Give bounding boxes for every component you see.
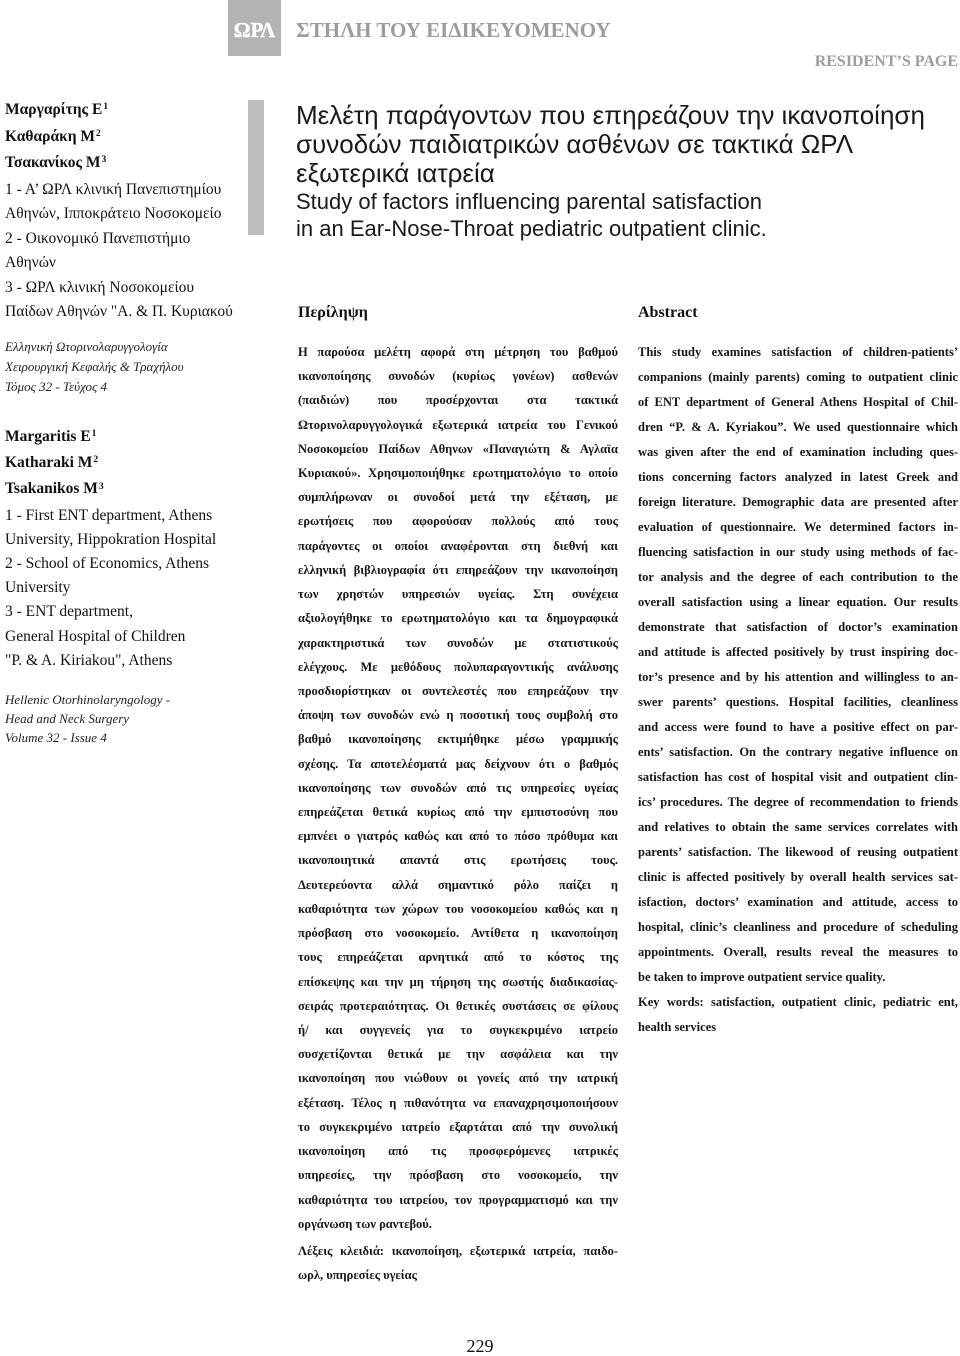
journal-info-en	[5, 690, 170, 747]
author	[5, 125, 247, 152]
abstract-en-line: ics’ procedures. The degree of recommendation to friends	[638, 794, 958, 809]
abstract-gr-line: Η παρούσα μελέτη αφορά στη μέτρηση του βαθμού	[298, 344, 618, 359]
abstract-en-line: tor analysis and the degree of each contribution to the	[638, 569, 958, 584]
abstract-gr-line: Λέξεις κλειδιά: ικανοποίηση, εξωτερικά ιατρεία, παιδο-	[298, 1243, 618, 1258]
title-gr-line: συνοδών παιδιατρικών ασθένων σε τακτικά ΩΡΛ	[296, 128, 854, 159]
author-name: Μαργαρίτης Ε	[5, 101, 103, 118]
abstract-gr	[298, 340, 618, 1288]
affiliation-gr-line: Παίδων Αθηνών "Α. & Π. Κυριακού	[5, 303, 233, 320]
abstract-heading-gr: Περίληψη	[298, 304, 368, 321]
title-gr-line: εξωτερικά ιατρεία	[296, 157, 495, 188]
abstract-gr-line: χαρακτηριστικά των συνοδών με στατιστικούς	[298, 635, 618, 650]
affiliation-gr-line: 1 - Α’ ΩΡΛ κλινική Πανεπιστημίου	[5, 180, 222, 198]
abstract-en-line: ents’ satisfaction. On the contrary negative influence on	[638, 744, 958, 759]
abstract-gr-line: οργάνωση των ραντεβού.	[298, 1216, 432, 1231]
author	[5, 451, 247, 477]
abstract-gr-line: εξέταση. Τέλος η πιθανότητα να επαναχρησιμοποιήσουν	[298, 1095, 618, 1110]
journal-gr-line: Χειρουργική Κεφαλής & Τραχήλου	[5, 359, 184, 374]
abstract-en-line: clinic is affected positively by overall health services sat-	[638, 869, 958, 884]
affiliation-en-line: General Hospital of Children	[5, 627, 186, 645]
abstract-en-paragraph	[638, 990, 958, 1040]
abstract-heading-en: Abstract	[638, 304, 698, 321]
abstract-gr-line: σειράς προτεραιότητας. Οι θετικές συστάσεις σε φίλους	[298, 998, 618, 1013]
journal-en-line: Volume 32 - Issue 4	[5, 729, 107, 745]
logo-graphic	[228, 0, 281, 56]
abstract-gr-line: σχέσης. Τα αποτελέσματά μας δείχνουν ότι ο βαθμός	[298, 756, 618, 771]
abstract-en-line: Key words: satisfaction, outpatient clinic, pediatric ent,	[638, 994, 958, 1009]
author-name: Katharaki M	[5, 454, 93, 472]
affiliation-gr-line: Αθηνών, Ιπποκράτειο Νοσοκομείο	[5, 205, 222, 222]
author-affiliation-number: 3	[101, 154, 107, 166]
abstract-gr-line: άποψη των συνοδών ενώ η ποσοτική τους συμβολή στο	[298, 708, 618, 723]
abstract-gr-line: συμπλήρωναν οι συνοδοί μετά την εξέταση, με	[298, 490, 618, 505]
abstract-gr-line: υπηρεσίες, την πρόσβαση στο νοσοκομείο, την	[298, 1168, 618, 1183]
journal-gr-line: Τόμος 32 - Τεύχος 4	[5, 379, 108, 394]
author	[5, 98, 247, 125]
abstract-gr-line: επηρεάζεται θετικά κυρίως από την εμπιστοσύνη που	[298, 805, 618, 820]
author-affiliation-number: 2	[96, 127, 101, 139]
article-title-en	[296, 188, 946, 242]
abstract-en-line: hospital, clinic’s cleanliness and procedure of scheduling	[638, 919, 958, 934]
logo-text: ΩΡΛ	[233, 18, 276, 42]
abstract-gr-line: ικανοποίησης των συνοδών από τις υπηρεσίες υγείας	[298, 780, 618, 795]
abstract-gr-line: το συγκεκριμένο ιατρείο εξαρτάται από την συνολική	[298, 1119, 618, 1134]
abstract-gr-line: ικανοποιητικά απαντά στις ερωτήσεις τους.	[298, 853, 618, 868]
title-en-line: in an Ear-Nose-Throat pediatric outpatient clinic.	[296, 215, 767, 241]
abstract-gr-line: επίσκεψης και την μη τήρηση της σωστής διαδικασίας-	[298, 974, 618, 989]
abstract-gr-line: αξιολογήθηκε το ερωτηματολόγιο και τα δημογραφικά	[298, 611, 618, 626]
abstract-gr-line: καθαριότητα του ιατρείου, τον προγραμματισμό και την	[298, 1192, 618, 1207]
page-number: 229	[466, 1336, 494, 1356]
affiliation-en-line: 2 - School of Economics, Athens	[5, 555, 210, 573]
author-affiliation-number: 2	[93, 454, 99, 466]
abstract-gr-line: ερωτήσεις που αφορούσαν πολλούς από τους	[298, 514, 618, 529]
abstract-gr-line: καθαριότητα των χώρων του νοσοκομείου καθώς και η	[298, 901, 618, 916]
decorative-gray-bar	[248, 100, 264, 235]
abstract-gr-line: βαθμό ικανοποίησης εκτιμήθηκε μέσω γραμμικής	[298, 732, 618, 747]
abstract-en	[638, 340, 958, 1040]
affiliation-gr-line: Αθηνών	[5, 254, 56, 271]
affiliation-en-line: 1 - First ENT department, Athens	[5, 506, 213, 524]
abstract-gr-line: ικανοποίησης συνοδών (κυρίως γονέων) ασθενών	[298, 369, 618, 384]
journal-gr-line: Ελληνική Ωτορινολαρυγγολογία	[5, 339, 168, 354]
abstract-gr-line: εμπνέει ο γιατρός καθώς και από το πόσο πρόθυμα και	[298, 829, 618, 844]
abstract-gr-line: Δευτερεύοντα αλλά σημαντικό ρόλο παίζει η	[298, 877, 618, 892]
affiliation-en-line: "P. & A. Kiriakou", Athens	[5, 651, 173, 669]
abstract-gr-line: Κυριακού». Χρησιμοποιήθηκε ερωτηματολόγιο το οποίο	[298, 465, 618, 480]
author-affiliation-number: 1	[91, 428, 97, 440]
abstract-en-line: fluencing satisfaction in our study using methods of fac-	[638, 544, 958, 559]
abstract-gr-line: πρόσβαση στο νοσοκομείο. Αντίθετα η ικανοποίηση	[298, 926, 618, 941]
journal-info-gr	[5, 337, 184, 397]
abstract-gr-line: παράγοντες οι οποίοι αναφέρονται στη διεθνή και	[298, 538, 618, 553]
author-name: Καθαράκη Μ	[5, 127, 96, 145]
author	[5, 151, 247, 178]
abstract-gr-line: (παιδιών) που προσέρχονται στα τακτικά	[298, 393, 618, 408]
abstract-en-line: This study examines satisfaction of children-patients’	[638, 344, 958, 359]
abstract-gr-line: ικανοποίηση που νιώθουν οι γονείς από την ιατρική	[298, 1071, 618, 1086]
abstract-en-line: satisfaction has cost of hospital visit and outpatient clin-	[638, 769, 958, 784]
affiliation-gr-line: 2 - Οικονομικό Πανεπιστήμιο	[5, 229, 191, 247]
author	[5, 425, 247, 451]
sidebar-en	[5, 425, 247, 673]
author-affiliation-number: 1	[103, 101, 109, 113]
abstract-gr-line: ή/ και συγγενείς για το συγκεκριμένο ιατρείο	[298, 1023, 618, 1038]
abstract-en-line: evaluation of questionnaire. We determined factors in-	[638, 519, 958, 534]
abstract-gr-line: ελληνική βιβλιογραφία ότι επηρεάζουν την ικανοποίηση	[298, 562, 618, 577]
abstract-en-line: and attitude is affected positively by trust inspiring doc-	[638, 644, 958, 659]
abstract-en-paragraph	[638, 340, 958, 990]
abstract-en-line: appointments. Overall, results reveal the measures to	[638, 944, 958, 959]
sidebar-gr	[5, 98, 247, 325]
abstract-en-line: be taken to improve outpatient service quality.	[638, 969, 886, 984]
abstract-gr-line: Ωτορινολαρυγγολογικά εξωτερικά ιατρεία του Γενικού	[298, 417, 618, 432]
abstract-en-line: and relatives to obtain the same services correlates with	[638, 819, 958, 834]
author-affiliation-number: 3	[98, 480, 104, 492]
abstract-en-line: was given after the end of examination including ques-	[638, 444, 958, 459]
author-name: Margaritis E	[5, 428, 91, 445]
abstract-gr-paragraph	[298, 340, 618, 1236]
abstract-gr-line: Νοσοκομείου Παίδων Αθηνων «Παναγιώτη & Αγλαϊα	[298, 441, 618, 456]
author-name: Τσακανίκος Μ	[5, 154, 101, 171]
journal-en-line: Hellenic Otorhinolaryngology -	[5, 691, 171, 707]
section-title-en: RESIDENT’S PAGE	[814, 53, 958, 70]
article-title	[296, 101, 946, 242]
journal-en-line: Head and Neck Surgery	[5, 710, 130, 726]
section-title-gr: ΣΤΗΛΗ ΤΟΥ ΕΙΔΙΚΕΥΟΜΕΝΟΥ	[296, 18, 611, 42]
abstract-en-line: tor’s presence and by his attention and willingless to an-	[638, 669, 958, 684]
affiliation-gr-line: 3 - ΩΡΛ κλινική Νοσοκομείου	[5, 278, 195, 296]
abstract-en-line: of ENT department of General Athens Hospital of Chil-	[638, 394, 958, 409]
abstract-gr-line: ωρλ, υπηρεσίες υγείας	[298, 1268, 417, 1283]
abstract-en-line: companions (mainly parents) coming to outpatient clinic	[638, 369, 958, 384]
abstract-gr-line: ελέγχους. Με μεθόδους πολυπαραγοντικής ανάλυσης	[298, 659, 618, 674]
abstract-gr-line: προσδιορίστηκαν οι συντελεστές που επηρεάζουν την	[298, 683, 618, 698]
abstract-en-line: parents’ satisfaction. The likewood of reusing outpatient	[638, 844, 958, 859]
abstract-en-line: health services	[638, 1019, 717, 1034]
abstract-en-line: overall satisfaction using a linear equation. Our results	[638, 594, 958, 609]
abstract-en-line: foreign literature. Demographic data are presented after	[638, 494, 958, 509]
abstract-gr-line: ικανοποίηση από τις προσφερόμενες ιατρικές	[298, 1144, 618, 1159]
abstract-en-line: isfaction, doctors’ examination and attitude, access to	[638, 894, 958, 909]
abstract-en-line: swer parents’ questions. Hospital facilities, cleanliness	[638, 694, 958, 709]
abstract-en-line: demonstrate that satisfaction of doctor’s examination	[638, 619, 958, 634]
abstract-en-line: tions concerning factors analyzed in latest Greek and	[638, 469, 958, 484]
article-title-gr	[296, 101, 946, 188]
abstract-gr-paragraph	[298, 1239, 618, 1287]
affiliation-en-line: University	[5, 579, 71, 597]
affiliation-en-line: University, Hippokration Hospital	[5, 530, 217, 548]
abstract-en-line: dren “P. & A. Kyriakou”. We used questionnaire which	[638, 419, 958, 434]
title-en-line: Study of factors influencing parental satisfaction	[296, 188, 762, 214]
title-gr-line: Μελέτη παράγοντων που επηρεάζουν την ικανοποίηση	[296, 99, 925, 130]
abstract-gr-line: των χρηστών υπηρεσιών υγείας. Στη συνέχεια	[298, 587, 618, 602]
abstract-gr-line: τους επηρεάζεται αρνητικά από το κόστος της	[298, 950, 618, 965]
abstract-gr-line: συσχετίζονται θετικά με την ασφάλεια και την	[298, 1047, 618, 1062]
author-name: Tsakanikos M	[5, 480, 98, 498]
affiliation-en-line: 3 - ENT department,	[5, 603, 133, 621]
journal-logo	[228, 0, 281, 56]
abstract-en-line: and access were found to have a positive effect on par-	[638, 719, 958, 734]
author	[5, 477, 247, 503]
